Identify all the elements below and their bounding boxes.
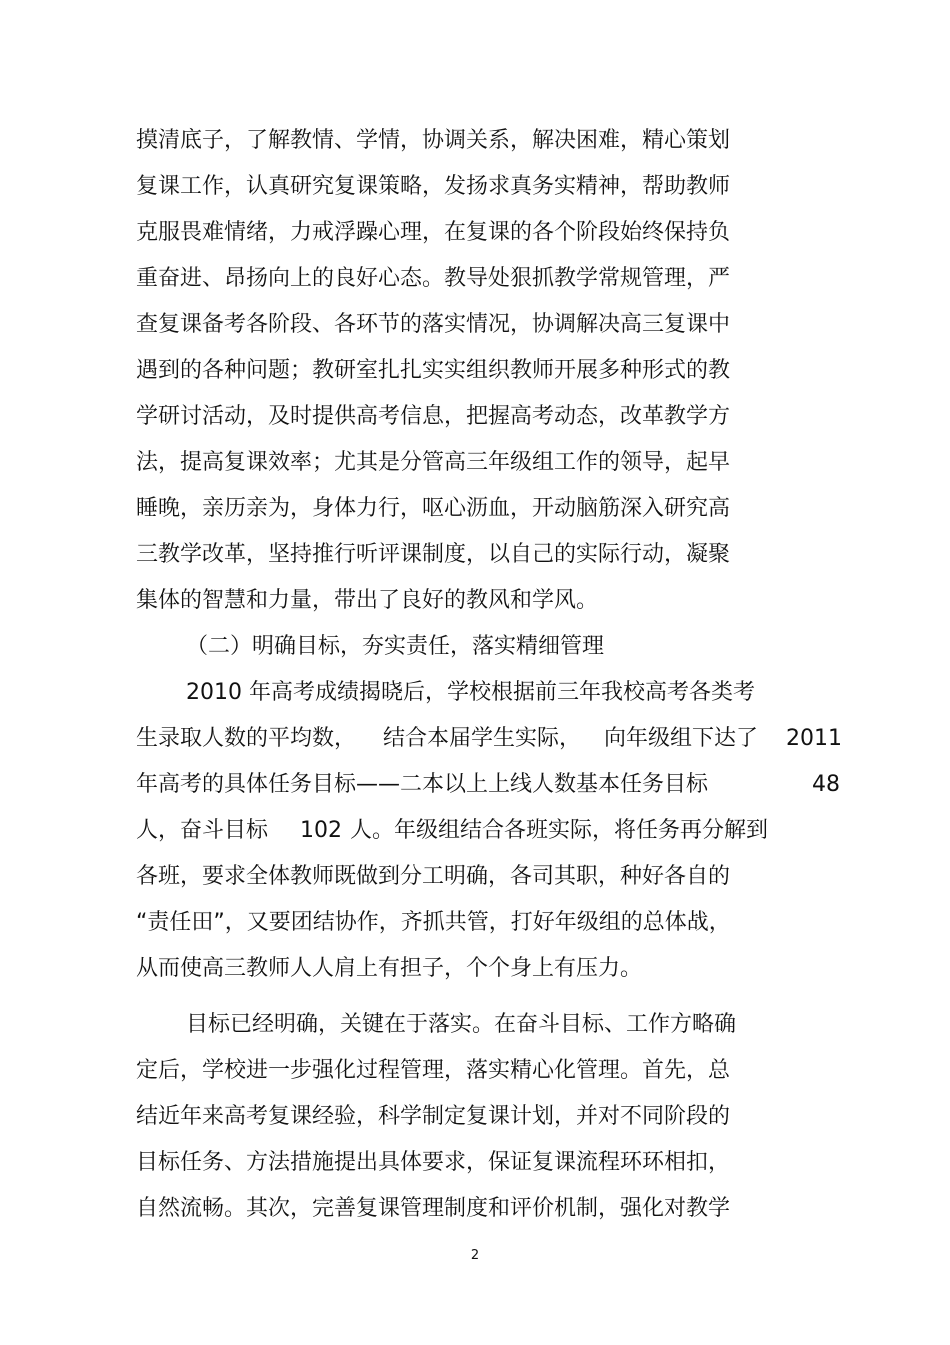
text-line-9: 睡晚，亲历亲为，身体力行，呕心沥血，开动脑筋深入研究高 <box>136 496 731 521</box>
paragraph-2-line-2 <box>136 724 842 754</box>
text-line-3: 克服畏难情绪，力戒浮躁心理，在复课的各个阶段始终保持负 <box>136 220 731 245</box>
text-line-2: 复课工作，认真研究复课策略，发扬求真务实精神，帮助教师 <box>136 174 731 199</box>
paragraph-2-line-4 <box>136 816 836 846</box>
paragraph-2-line-1: 2010 年高考成绩揭晓后，学校根据前三年我校高考各类考 <box>186 680 755 705</box>
line-segment-year: 2011 <box>786 726 842 751</box>
paragraph-3-line-5: 自然流畅。其次，完善复课管理制度和评价机制，强化对教学 <box>136 1196 731 1221</box>
paragraph-2-line-7: 从而使高三教师人人肩上有担子，个个身上有压力。 <box>136 956 643 981</box>
text-line-11: 集体的智慧和力量，带出了良好的教风和学风。 <box>136 588 599 613</box>
paragraph-2-line-6: “责任田”，又要团结协作，齐抓共管，打好年级组的总体战， <box>136 910 731 935</box>
text-line-6: 遇到的各种问题；教研室扎扎实实组织教师开展多种形式的教 <box>136 358 731 383</box>
line-segment-number: 48 <box>812 772 840 797</box>
line-segment: 人，奋斗目标 <box>136 818 269 843</box>
paragraph-3-line-3: 结近年来高考复课经验，科学制定复课计划，并对不同阶段的 <box>136 1104 731 1129</box>
line-segment: 年高考的具体任务目标——二本以上上线人数基本任务目标 <box>136 772 709 797</box>
text-line-10: 三教学改革，坚持推行听评课制度，以自己的实际行动，凝聚 <box>136 542 731 567</box>
paragraph-3-line-1: 目标已经明确，关键在于落实。在奋斗目标、工作方略确 <box>186 1012 737 1037</box>
page-number: 2 <box>470 1248 480 1263</box>
paragraph-2-line-3 <box>136 770 840 800</box>
text-line-1: 摸清底子，了解教情、学情，协调关系，解决困难，精心策划 <box>136 128 731 153</box>
line-segment: 人。年级组结合各班实际，将任务再分解到 <box>350 818 769 843</box>
paragraph-3-line-4: 目标任务、方法措施提出具体要求，保证复课流程环环相扣， <box>136 1150 731 1175</box>
paragraph-3-line-2: 定后，学校进一步强化过程管理，落实精心化管理。首先，总 <box>136 1058 731 1083</box>
section-heading: （二）明确目标，夯实责任，落实精细管理 <box>186 634 605 659</box>
text-line-4: 重奋进、昂扬向上的良好心态。教导处狠抓教学常规管理，严 <box>136 266 731 291</box>
text-line-5: 查复课备考各阶段、各环节的落实情况，协调解决高三复课中 <box>136 312 731 337</box>
paragraph-2-line-5: 各班，要求全体教师既做到分工明确，各司其职，种好各自的 <box>136 864 731 889</box>
line-segment-number: 102 <box>300 818 342 843</box>
line-segment: 结合本届学生实际， <box>383 726 582 751</box>
line-segment: 向年级组下达了 <box>604 726 759 751</box>
text-line-7: 学研讨活动，及时提供高考信息，把握高考动态，改革教学方 <box>136 404 731 429</box>
text-line-8: 法，提高复课效率；尤其是分管高三年级组工作的领导，起早 <box>136 450 731 475</box>
line-segment: 生录取人数的平均数， <box>136 726 357 751</box>
